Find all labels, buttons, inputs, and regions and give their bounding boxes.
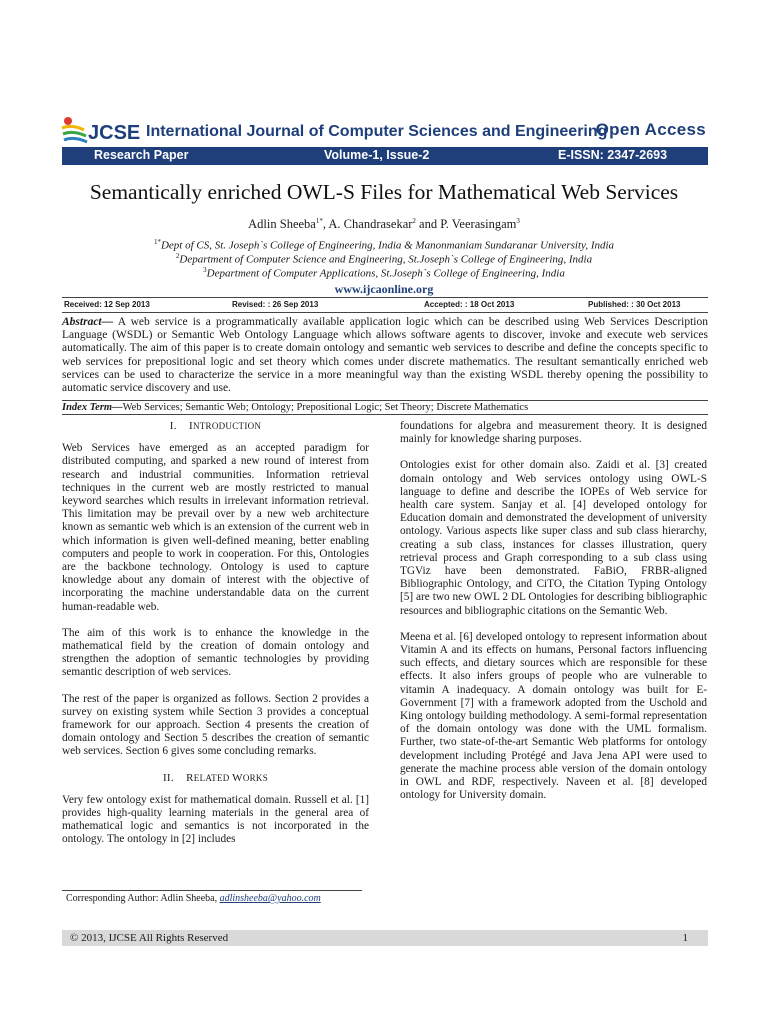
index-terms-label: Index Term— [62, 402, 123, 413]
corresponding-author-note [66, 893, 321, 904]
section-number: II. [162, 771, 174, 784]
section-heading-introduction [62, 420, 369, 433]
author-2: , A. Chandrasekar [322, 217, 413, 232]
paragraph: foundations for algebra and measurement theory. It is designed mainly for knowledge sharing purposes. [400, 420, 707, 446]
issn: E-ISSN: 2347-2693 [558, 148, 668, 162]
revised-date: Revised: : 26 Sep 2013 [232, 300, 319, 309]
affiliation-1 [0, 238, 768, 252]
affiliation-2-text: Department of Computer Science and Engineering, St.Joseph`s College of Engineering, India [179, 253, 593, 266]
affiliation-3-sup: 3 [203, 266, 207, 274]
section-title-rest: NTRODUCTION [192, 421, 262, 431]
abstract-label: Abstract— [62, 316, 114, 328]
affiliation-3-text: Department of Computer Applications, St.Joseph`s College of Engineering, India [206, 267, 565, 280]
paragraph: The aim of this work is to enhance the knowledge in the mathematical field by the creation of domain ontology and strengthen the adoption of semantic technologies by providing semantic description of web services. [62, 626, 369, 679]
paragraph: Very few ontology exist for mathematical domain. Russell et al. [1] provides high-quality learning materials in the general area of mathematical logic and semantics is not incorporated in the ontology. The ontology in [2] includes [62, 793, 369, 846]
footnote-divider [62, 890, 362, 891]
published-date: Published: : 30 Oct 2013 [588, 300, 681, 309]
index-terms-text: Web Services; Semantic Web; Ontology; Prepositional Logic; Set Theory; Discrete Mathematics [122, 402, 529, 413]
abstract-text: A web service is a programmatically available application logic which can be described using Web Services Description Language (WSDL) or Semantic Web Ontology Language which allows software agents to discover, invoke and execute web services automatically. The aim of this paper is to create domain ontology and semantic web services to describe and define the concepts specific to web services for prepositional logic and set theory which comes under discrete mathematics. The resultant semantically enriched web services can be used to characterize the service in a more meaningful way than the existing WSDL thereby opening the possibility to automatic service discovery and use. [62, 316, 708, 395]
affiliation-3 [0, 266, 768, 280]
logo-text: JCSE [88, 122, 141, 144]
paper-info-bar [62, 147, 708, 165]
journal-name: International Journal of Computer Sciences and Engineering [146, 123, 608, 140]
author-1: Adlin Sheeba [248, 217, 316, 232]
affiliation-1-sup: 1* [153, 238, 161, 246]
affiliation-2-sup: 2 [175, 252, 180, 260]
paper-type: Research Paper [94, 148, 189, 162]
open-access-label: Open Access [595, 120, 706, 139]
left-column [62, 420, 369, 860]
paragraph: The rest of the paper is organized as follows. Section 2 provides a survey on existing system while Section 3 provides a conceptual framework for our approach. Section 4 presents the creation of domain ontology and Section 5 describes the creation of semantic web services. Section 6 gives some concluding remarks. [62, 692, 369, 758]
page-footer [62, 930, 708, 946]
section-title-cap: I [188, 420, 193, 432]
footnote-label: Corresponding Author: Adlin Sheeba, [66, 893, 220, 904]
copyright-text: © 2013, IJCSE All Rights Reserved [70, 932, 229, 944]
section-heading-related-works [62, 772, 369, 785]
affiliation-1-text: Dept of CS, St. Joseph`s College of Engineering, India & Manonmaniam Sundaranar University, India [160, 239, 615, 252]
journal-website: www.ijcaonline.org [334, 282, 434, 296]
paragraph: Meena et al. [6] developed ontology to represent information about Vitamin A and its effects on humans, Personal factors influencing such effects, and dietary sources which are responsible for these effects. It also infers groups of people who are vulnerable to vitamin A inadequacy. A domain ontology was built for E-Government [7] with a framework adopted from the Uschold and King ontology building methodology. A semi-formal representation of the domain ontology was done with the UML formalism. Further, two state-of-the-art Semantic Web platforms for ontology development including Protégé and Java Jena API were used to generate the machine process able version of the domain ontology in OWL and RDF, respectively. Naveen et al. [8] developed ontology for University domain. [400, 630, 707, 802]
page-number: 1 [682, 932, 688, 944]
journal-logo [60, 114, 150, 150]
paper-title: Semantically enriched OWL-S Files for Mathematical Web Services [89, 180, 679, 204]
paragraph: Ontologies exist for other domain also. Zaidi et al. [3] created domain ontology and Web services ontology using OWL-S language to define and describe the IOPEs of Web service for health care system. Sanjay et al. [4] developed ontology for Education domain and demonstrated the development of university ontology. Various aspects like super class and sub class hierarchy, creating a sub class, instances for classes illustration, query retrieval process and Graph corresponding to a sub class using TGViz have been demonstrated. FaBiO, FRBR-aligned Bibliographic Ontology, and CiTO, the Citation Typing Ontology [5] are two new OWL 2 DL Ontologies for describing bibliographic resources and bibliographic citations on the Semantic Web. [400, 459, 707, 617]
volume-issue: Volume-1, Issue-2 [324, 148, 430, 162]
section-title-cap: R [186, 771, 194, 784]
accepted-date: Accepted: : 18 Oct 2013 [424, 300, 515, 309]
paragraph: Web Services have emerged as an accepted paradigm for distributed computing, and sparked a new round of interest from research and industrial communities. Information retrieval techniques in the current web are mostly restricted to manual keyword searches which results in irrelevant information retrieval. This limitation may be prevail over by a new web architecture known as semantic web which is an extension of the current web in which information is given well-defined meaning, better enabling computers and people to work in cooperation. For this, Ontologies are the backbone technology. Ontology is used to capture knowledge about any domain of interest with the objective of incorporating the machine understandable data on the current human-readable web. [62, 442, 369, 613]
publication-dates [62, 297, 708, 313]
section-title-rest: ORKS [242, 772, 269, 783]
right-column [400, 420, 707, 815]
author-line [0, 217, 768, 232]
author-email-link[interactable]: adlinsheeba@yahoo.com [219, 893, 321, 904]
abstract [62, 316, 708, 395]
section-title-rest: ELATED [193, 772, 233, 783]
section-number: I. [169, 420, 177, 432]
author-1-sup: 1* [315, 217, 323, 225]
author-2-sup: 2 [412, 217, 416, 225]
affiliation-2 [0, 252, 768, 266]
received-date: Received: 12 Sep 2013 [64, 300, 150, 309]
swoosh-logo-icon [60, 114, 90, 150]
author-3-sup: 3 [516, 217, 520, 225]
author-3: and P. Veerasingam [415, 217, 517, 232]
index-terms [62, 400, 708, 415]
section-title-cap: W [232, 771, 243, 784]
